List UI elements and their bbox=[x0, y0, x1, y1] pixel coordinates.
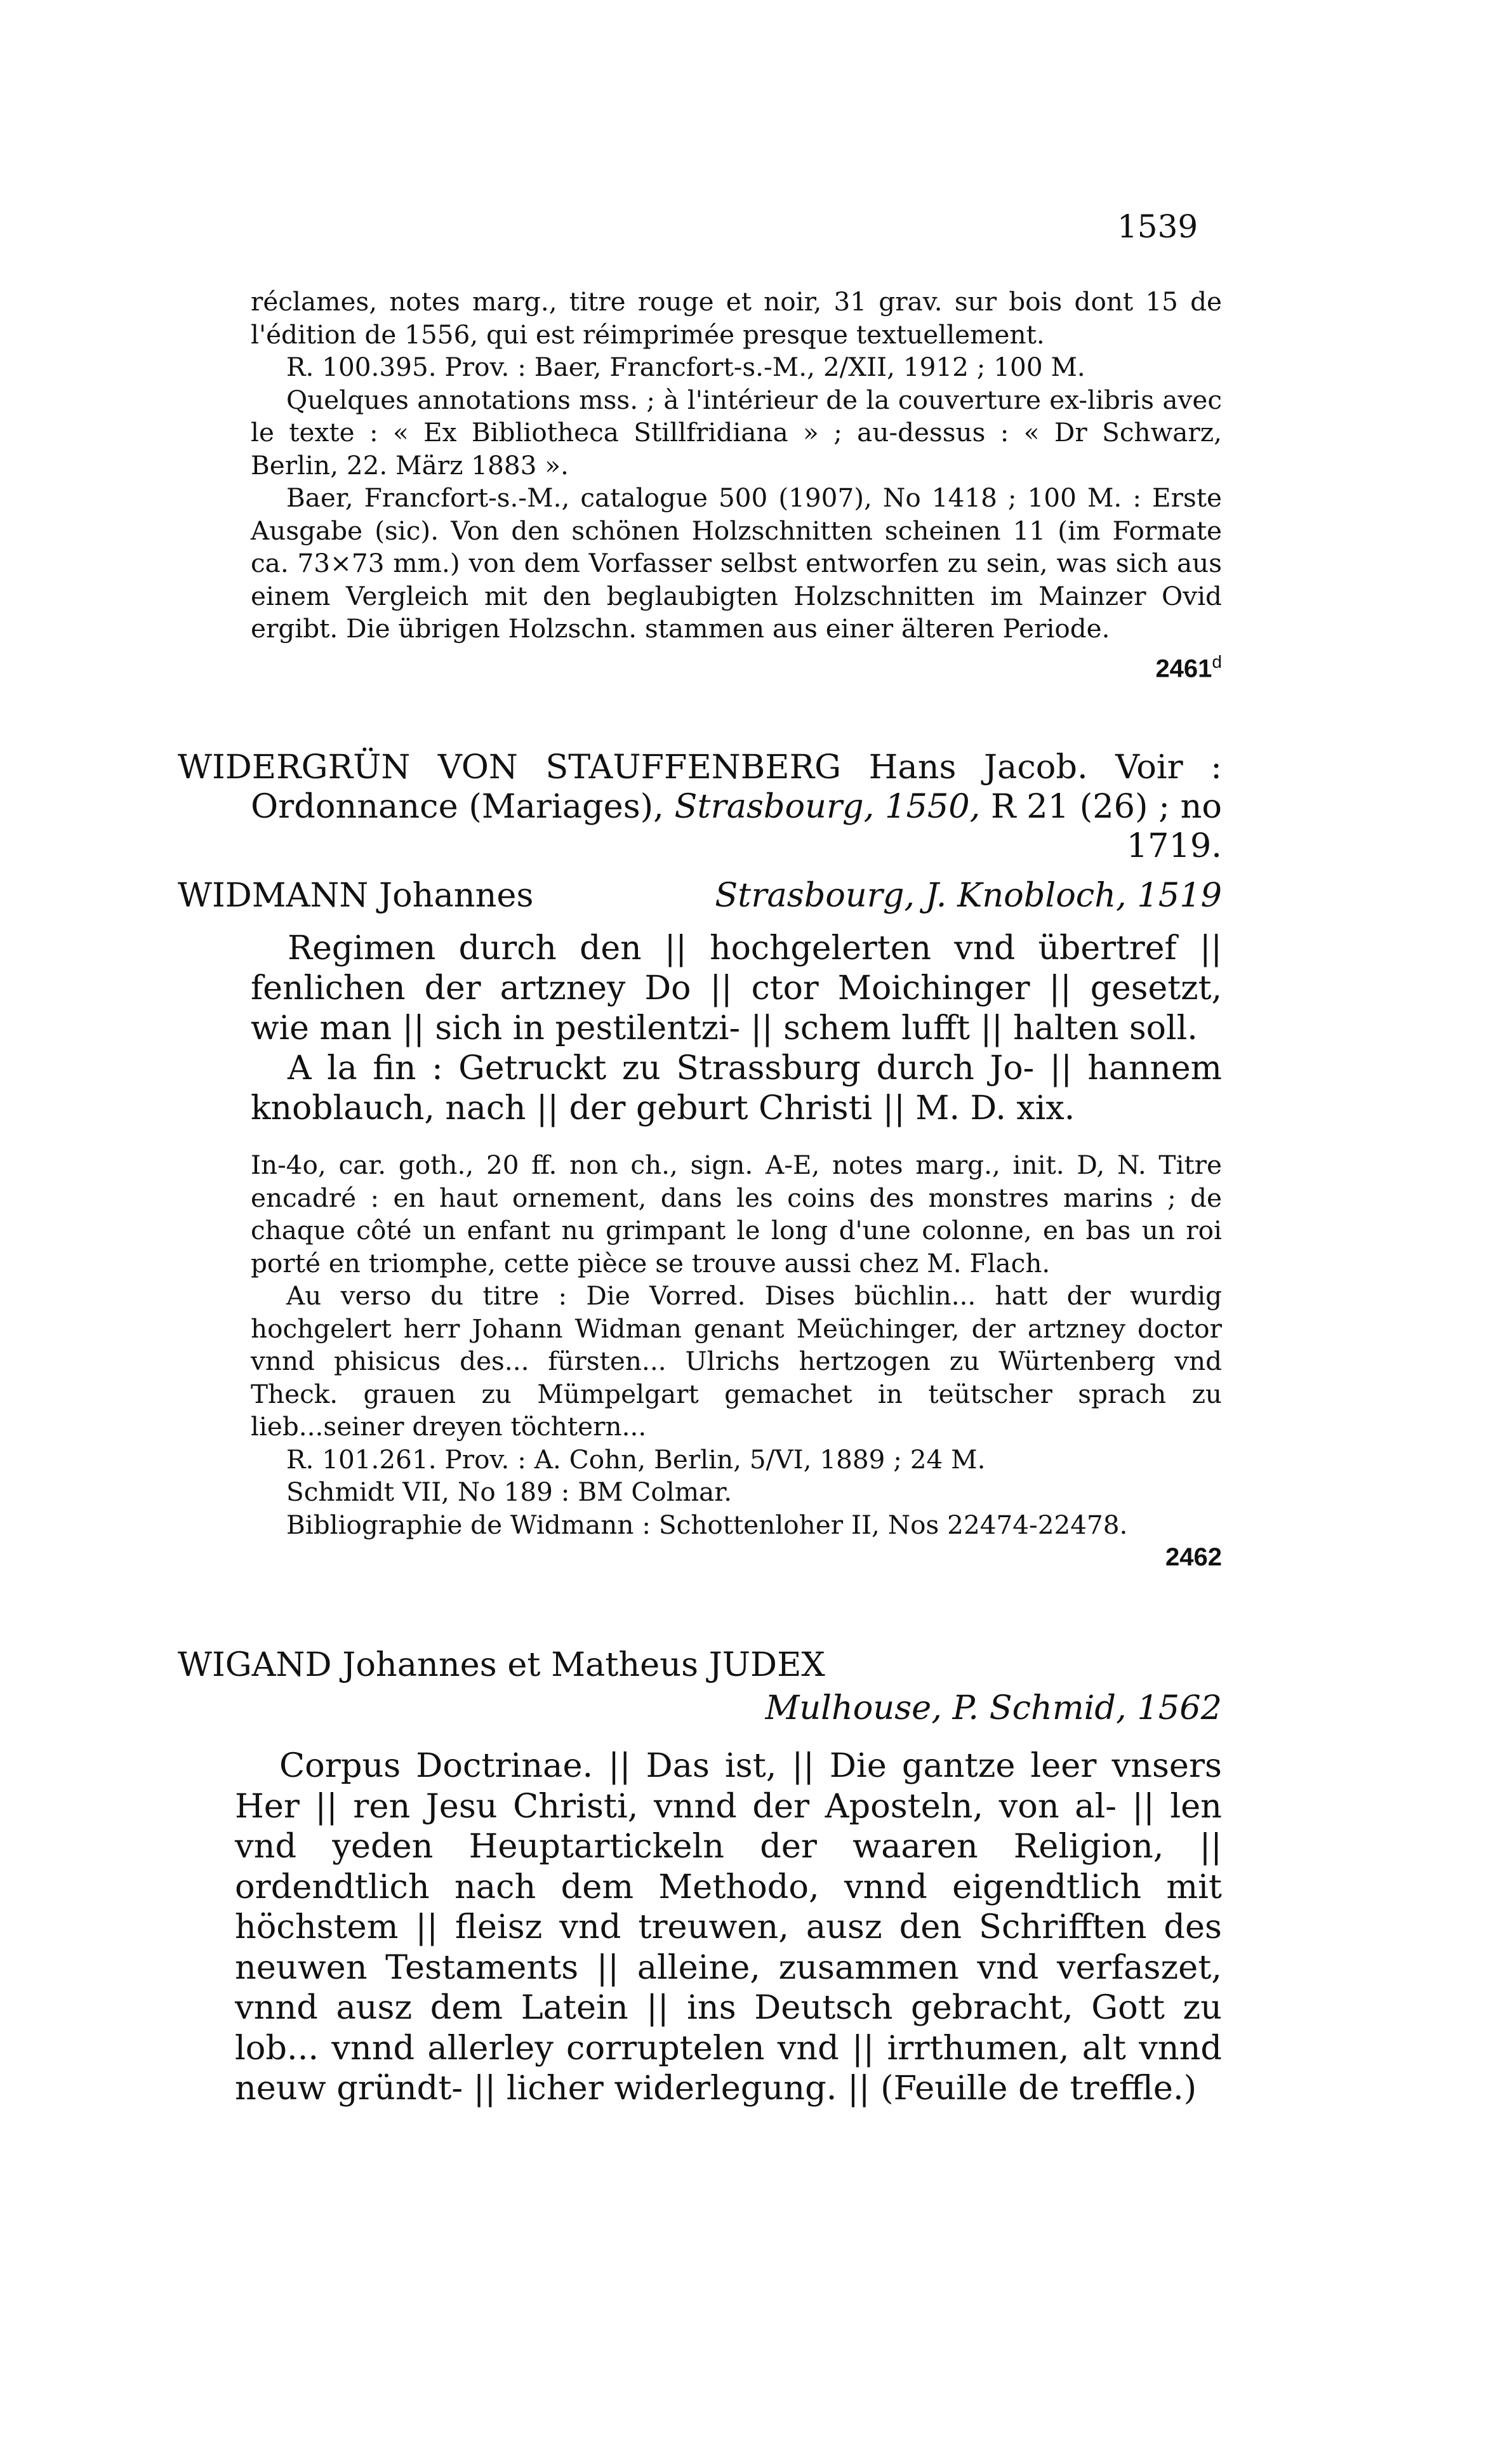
entry-wigand-title-block bbox=[235, 1746, 1222, 2109]
entry-widmann-imprint: Strasbourg, J. Knobloch, 1519 bbox=[715, 876, 1222, 915]
entry-number-2461d-suffix: d bbox=[1212, 651, 1222, 672]
entry-widmann-ref-3: Bibliographie de Widmann : Schottenloher II, Nos 22474-22478. bbox=[286, 1509, 1128, 1540]
entry-2461d-line-2: R. 100.395. Prov. : Baer, Francfort-s.-M., 2/XII, 1912 ; 100 M. bbox=[286, 352, 1085, 382]
entry-widergrun-continuation bbox=[251, 787, 1222, 866]
entry-widergrun-heading: WIDERGRÜN VON STAUFFENBERG Hans Jacob. Voir : bbox=[178, 748, 1222, 787]
entry-widmann-ref-1: R. 101.261. Prov. : A. Cohn, Berlin, 5/VI, 1889 ; 24 M. bbox=[286, 1444, 986, 1475]
entry-widmann-verso: Au verso du titre : Die Vorred. Dises büchlin... hatt der wurdig hochgelert herr Johann Widman genant Meüchinger, der artzney doctor vnnd phisicus des... fürsten... Ulrichs hertzogen zu Würtenberg vnd Theck. grauen zu Mümpelgart gemachet in teütscher sprach zu lieb...seiner dreyen töchtern... bbox=[251, 1280, 1222, 1442]
entry-wigand-title: Corpus Doctrinae. || Das ist, || Die gantze leer vnsers Her || ren Jesu Christi, vnnd der Aposteln, von al- || len vnd yeden Heuptartickeln der waaren Religion, || ordendtlich nach dem Methodo, vnnd eigendtlich mit höchstem || fleisz vnd treuwen, ausz den Schrifften des neuwen Testaments || alleine, zusammen vnd verfaszet, vnnd ausz dem Latein || ins Deutsch gebracht, Gott zu lob... vnnd allerley corruptelen vnd || irrthumen, alt vnnd neuw gründt- || licher widerlegung. || (Feuille de treffle.) bbox=[235, 1746, 1222, 2108]
entry-widmann-notes bbox=[251, 1149, 1222, 1574]
entry-wigand-author: WIGAND Johannes et Matheus JUDEX bbox=[178, 1645, 825, 1684]
widergrun-cont-place: Strasbourg, 1550, bbox=[674, 787, 981, 826]
entry-number-2461d-value: 2461 bbox=[1155, 654, 1212, 682]
entry-2461d-line-3: Quelques annotations mss. ; à l'intérieur de la couverture ex-libris avec le texte : « Ex Bibliotheca Stillfridiana » ; au-dessus : « Dr Schwarz, Berlin, 22. März 1883 ». bbox=[251, 384, 1222, 481]
page-number: 1539 bbox=[1117, 208, 1198, 245]
entry-2461d-line-1: réclames, notes marg., titre rouge et noir, 31 grav. sur bois dont 15 de l'édition de 1556, qui est réimprimée presque textuellement. bbox=[251, 286, 1222, 350]
entry-2461d-line-4: Baer, Francfort-s.-M., catalogue 500 (1907), No 1418 ; 100 M. : Erste Ausgabe (sic). Von den schönen Holzschnitten scheinen 11 (im Formate ca. 73×73 mm.) von dem Vorfasser selbst entworfen zu sein, was sich aus einem Vergleich mit den beglaubigten Holzschnitten im Mainzer Ovid ergibt. Die übrigen Holzschn. stammen aus einer älteren Periode. bbox=[251, 482, 1222, 644]
entry-widmann-title-block bbox=[251, 929, 1222, 1129]
entry-number-2461d bbox=[251, 646, 1222, 686]
entry-widmann-author: WIDMANN Johannes bbox=[178, 876, 534, 915]
entry-widmann-title: Regimen durch den || hochgelerten vnd übertref || fenlichen der artzney Do || ctor Moichinger || gesetzt, wie man || sich in pestilentzi- || schem lufft || halten soll. bbox=[251, 929, 1222, 1047]
widergrun-cont-post: R 21 (26) ; no 1719. bbox=[980, 787, 1222, 865]
entry-number-2462: 2462 bbox=[1165, 1543, 1222, 1571]
entry-widmann-ref-2: Schmidt VII, No 189 : BM Colmar. bbox=[286, 1477, 733, 1507]
entry-wigand-imprint: Mulhouse, P. Schmid, 1562 bbox=[765, 1689, 1222, 1727]
entry-widmann-colophon: A la fin : Getruckt zu Strassburg durch Jo- || hannem knoblauch, nach || der geburt Christi || M. D. xix. bbox=[251, 1049, 1222, 1127]
widergrun-cont-pre: Ordonnance (Mariages), bbox=[251, 787, 675, 826]
entry-2461d bbox=[251, 286, 1222, 685]
entry-widmann-description: In-4o, car. goth., 20 ff. non ch., sign. A-E, notes marg., init. D, N. Titre encadré : en haut ornement, dans les coins des monstres marins ; de chaque côté un enfant nu grimpant le long d'une colonne, en bas un roi porté en triomphe, cette pièce se trouve aussi chez M. Flach. bbox=[251, 1150, 1222, 1278]
